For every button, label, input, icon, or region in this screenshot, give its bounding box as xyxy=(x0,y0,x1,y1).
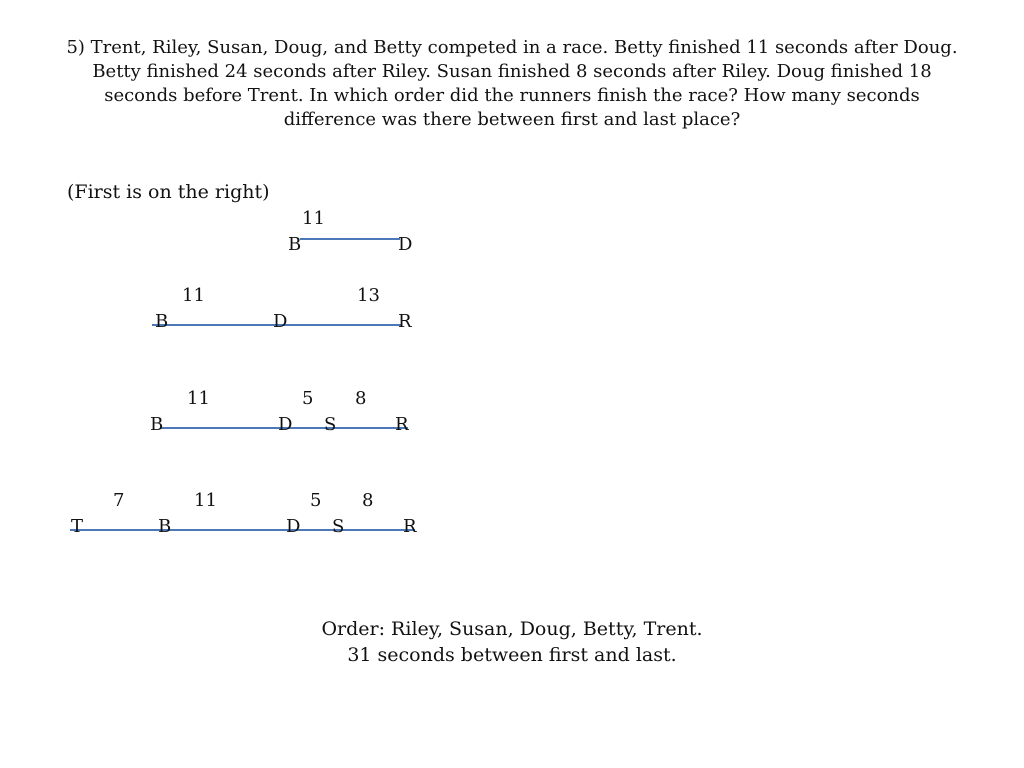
gap-label: 13 xyxy=(357,285,380,306)
runner-label: B xyxy=(155,311,169,332)
gap-label: 8 xyxy=(355,388,367,409)
gap-label: 5 xyxy=(310,490,322,511)
runner-label: S xyxy=(324,414,337,435)
gap-label: 8 xyxy=(362,490,374,511)
runner-label: R xyxy=(395,414,409,435)
timeline-line xyxy=(300,238,400,240)
timeline-line xyxy=(70,529,415,531)
runner-label: D xyxy=(398,234,413,255)
runner-label: B xyxy=(288,234,302,255)
runner-label: B xyxy=(150,414,164,435)
runner-label: D xyxy=(286,516,301,537)
answer-difference: 31 seconds between first and last. xyxy=(347,644,677,666)
gap-label: 7 xyxy=(113,490,125,511)
answer-order: Order: Riley, Susan, Doug, Betty, Trent. xyxy=(321,618,703,640)
runner-label: R xyxy=(403,516,417,537)
runner-label: S xyxy=(332,516,345,537)
gap-label: 11 xyxy=(187,388,210,409)
gap-label: 5 xyxy=(302,388,314,409)
runner-label: T xyxy=(71,516,84,537)
runner-label: B xyxy=(158,516,172,537)
runner-label: D xyxy=(273,311,288,332)
gap-label: 11 xyxy=(302,208,325,229)
direction-note: (First is on the right) xyxy=(67,181,270,203)
runner-label: R xyxy=(398,311,412,332)
runner-label: D xyxy=(278,414,293,435)
problem-statement: 5) Trent, Riley, Susan, Doug, and Betty competed in a race. Betty finished 11 seconds after Doug. Betty finished 24 seconds after Riley. Susan finished 8 seconds after Riley. Doug finished 18 seconds before Trent. In which order did the runners finish the race? How many seconds difference was there between first and last place? xyxy=(66,37,958,130)
gap-label: 11 xyxy=(194,490,217,511)
gap-label: 11 xyxy=(182,285,205,306)
answer-block xyxy=(312,616,712,668)
